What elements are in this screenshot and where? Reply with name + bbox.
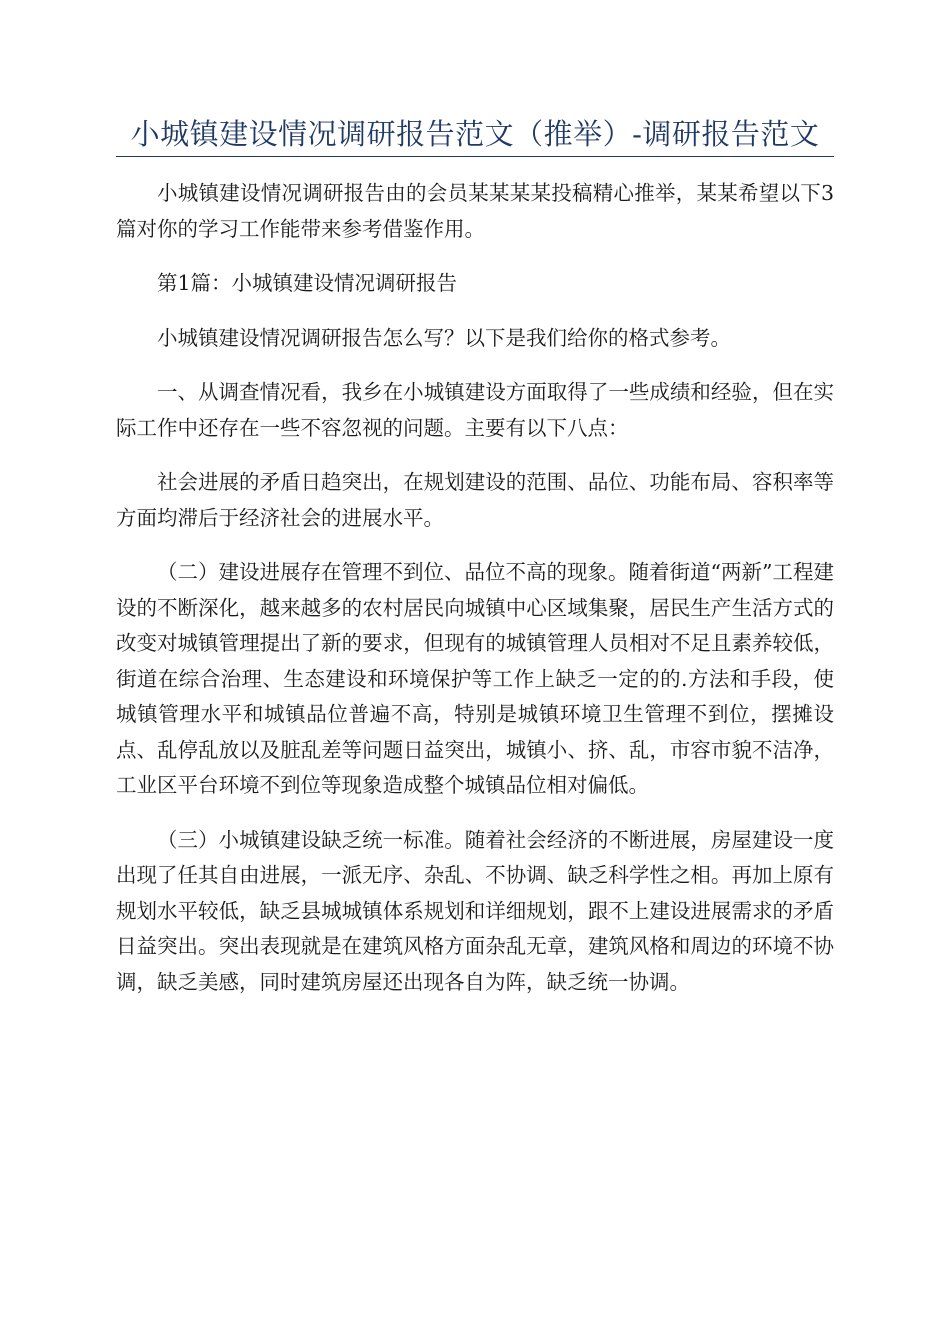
paragraph-intro: 小城镇建设情况调研报告由的会员某某某某投稿精心推举，某某希望以下3篇对你的学习工作能带来参考借鉴作用。	[116, 181, 834, 241]
paragraph-point-three: （三）小城镇建设缺乏统一标准。随着社会经济的不断进展，房屋建设一度出现了任其自由进展，一派无序、杂乱、不协调、缺乏科学性之相。再加上原有规划水平较低，缺乏县城城镇体系规划和详细规划，跟不上建设进展需求的矛盾日益突出。突出表现就是在建筑风格方面杂乱无章，建筑风格和周边的环境不协调，缺乏美感，同时建筑房屋还出现各自为阵，缺乏统一协调。	[116, 827, 834, 994]
paragraph-format-note: 小城镇建设情况调研报告怎么写？以下是我们给你的格式参考。	[157, 325, 731, 350]
paragraph-section-heading: 第1篇：小城镇建设情况调研报告	[157, 271, 458, 295]
document-body	[116, 176, 834, 1019]
paragraph-point-two: （二）建设进展存在管理不到位、品位不高的现象。随着街道“两新”工程建设的不断深化，越来越多的农村居民向城镇中心区域集聚，居民生产生活方式的改变对城镇管理提出了新的要求，但现有的城镇管理人员相对不足且素养较低，街道在综合治理、生态建设和环境保护等工作上缺乏一定的的.方法和手段，使城镇管理水平和城镇品位普遍不高，特别是城镇环境卫生管理不到位，摆摊设点、乱停乱放以及脏乱差等问题日益突出，城镇小、挤、乱，市容市貌不洁净，工业区平台环境不到位等现象造成整个城镇品位相对偏低。	[116, 560, 834, 797]
paragraph-point-one: 一、从调查情况看，我乡在小城镇建设方面取得了一些成绩和经验，但在实际工作中还存在一些不容忽视的问题。主要有以下八点：	[116, 380, 834, 440]
document-title: 小城镇建设情况调研报告范文（推举）-调研报告范文	[116, 112, 834, 157]
paragraph-contradiction: 社会进展的矛盾日趋突出，在规划建设的范围、品位、功能布局、容积率等方面均滞后于经济社会的进展水平。	[116, 470, 834, 530]
